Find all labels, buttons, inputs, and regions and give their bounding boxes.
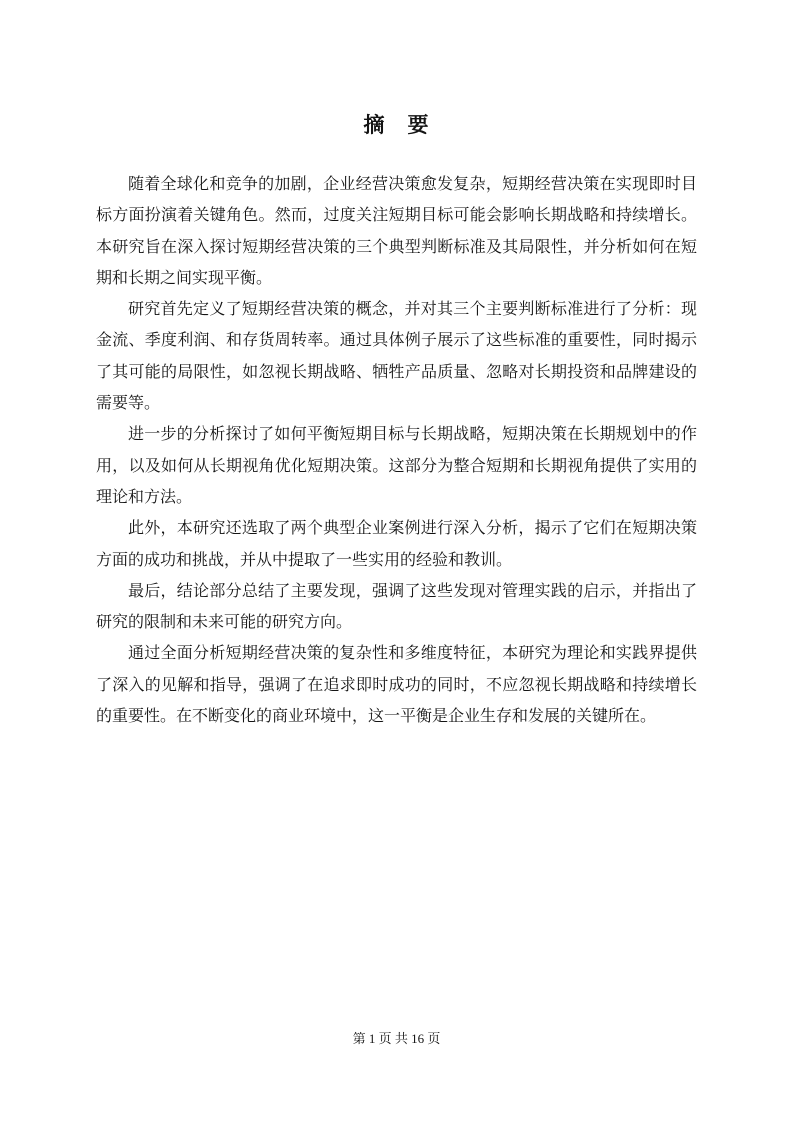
abstract-body <box>96 169 697 732</box>
abstract-paragraph-6: 通过全面分析短期经营决策的复杂性和多维度特征，本研究为理论和实践界提供了深入的见解和指导，强调了在追求即时成功的同时，不应忽视长期战略和持续增长的重要性。在不断变化的商业环境中，这一平衡是企业生存和发展的关键所在。 <box>96 645 697 726</box>
page-number-footer: 第 1 页 共 16 页 <box>352 1031 441 1046</box>
abstract-paragraph-1: 随着全球化和竞争的加剧，企业经营决策愈发复杂，短期经营决策在实现即时目标方面扮演着关键角色。然而，过度关注短期目标可能会影响长期战略和持续增长。本研究旨在深入探讨短期经营决策的三个典型判断标准及其局限性，并分析如何在短期和长期之间实现平衡。 <box>96 176 697 287</box>
abstract-paragraph-2: 研究首先定义了短期经营决策的概念，并对其三个主要判断标准进行了分析：现金流、季度利润、和存货周转率。通过具体例子展示了这些标准的重要性，同时揭示了其可能的局限性，如忽视长期战略、牺牲产品质量、忽略对长期投资和品牌建设的需要等。 <box>96 301 697 413</box>
abstract-paragraph-4: 此外，本研究还选取了两个典型企业案例进行深入分析，揭示了它们在短期决策方面的成功和挑战，并从中提取了一些实用的经验和教训。 <box>96 520 697 569</box>
page-title: 摘 要 <box>363 113 430 137</box>
abstract-paragraph-3: 进一步的分析探讨了如何平衡短期目标与长期战略，短期决策在长期规划中的作用，以及如何从长期视角优化短期决策。这部分为整合短期和长期视角提供了实用的理论和方法。 <box>96 426 697 506</box>
abstract-paragraph-5: 最后，结论部分总结了主要发现，强调了这些发现对管理实践的启示，并指出了研究的限制和未来可能的研究方向。 <box>96 582 697 632</box>
